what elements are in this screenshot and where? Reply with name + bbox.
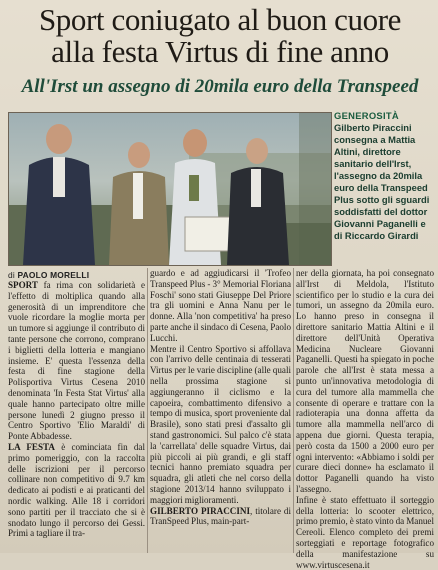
byline-author: PAOLO MORELLI [17, 270, 90, 280]
article-column-3 [296, 268, 434, 570]
article-column-1 [8, 280, 145, 552]
paragraph-text: fa rima con solidarietà e l'effetto di moltiplica quando alla generosità di un imprenditore che vuole ricordare la moglie morta per un tumore si aggiunge il contributo di tante persone che corrono, comprano i biglietti della lotteria e mangiano insieme. E' questa l'essenza della festa di fine stagione della Polisportiva Virtus Cesena 2010 denominata 'In Festa Stat Virtus' alla quale hanno partecipato oltre mille persone lunedì 2 giugno presso il Centro Sportivo 'Elio Maraldi' di Ponte Abbadesse. [8, 280, 145, 442]
headline-line-2: alla festa Virtus di fine anno [51, 34, 389, 69]
paragraph: ner della giornata, ha poi consegnato all'Irst di Meldola, l'Istituto scientifico per lo studio e la cura dei tumori, un assegno da 20mila euro. Lo hanno preso in consegna il direttore sanitario Mattia Altini e il direttore dell'Unità Operativa Medicina Nucleare Giovanni Paganelli. Questi ha spiegato in poche parole che all'Irst è stata messa a punto un'innovativa metodologia di cura del tumore alla mammella che consente di operare e trattare con la radioterapia una donna affetta da tumore alla mammella nell'arco di appena due giorni. Questa terapia, però costa da 1500 a 2000 euro per ogni intervento: «Abbiamo i soldi per curare dieci donne» ha esclamato il dottor Paganelli quando ha visto l'assegno. [296, 268, 434, 494]
paragraph: guardo e ad aggiudicarsi il 'Trofeo Transpeed Plus - 3° Memorial Floriana Foschi' sono stati Giuseppe Del Priore tra gli uomini e Anna Nanu per le donne. Alla 'non competitiva' ha preso parte anche il sindaco di Cesena, Paolo Lucchi. [150, 268, 291, 343]
paragraph-text: , titolare di TranSpeed Plus, main-part- [150, 505, 291, 527]
byline-prefix: di [8, 270, 15, 280]
byline [8, 270, 89, 280]
lead-word: LA FESTA [8, 441, 55, 452]
caption-tag: GENEROSITÀ [334, 110, 399, 121]
article-headline [6, 4, 434, 68]
lead-word: GILBERTO PIRACCINI [150, 505, 250, 516]
lead-word: SPORT [8, 280, 38, 290]
article-column-2 [150, 268, 291, 553]
paragraph [150, 506, 291, 528]
paragraph [8, 442, 145, 539]
paragraph: Infine è stato effettuato il sorteggio della lotteria: lo scooter elettrico, primo premio, è stato vinto da Manuel Cereoli. Elenco completo dei premi sorteggiati e reportage fotografico della manifestazione su www.virtuscesena.it [296, 494, 434, 570]
article-photo [8, 112, 332, 266]
column-divider [293, 268, 294, 553]
column-divider [147, 268, 148, 553]
paragraph [8, 280, 145, 442]
paragraph: Mentre il Centro Sportivo si affollava con l'arrivo delle centinaia di tesserati Virtus per le varie discipline (alle quali nella prossima stagione si aggiungeranno il ciclismo e la capoeira, combattimento difensivo a tempo di musica, sport proveniente dal Brasile), sono stati presi d'assalto gli stand gastronomici. Sul palco c'è stata la 'carrellata' delle squadre Virtus, dai più piccoli ai più grandi, e gli staff tecnici hanno premiato squadra per squadra, gli atleti che nel corso della stagione 2013/14 hanno sviluppato i maggiori miglioramenti. [150, 343, 291, 505]
headline-line-1: Sport coniugato al buon cuore [38, 2, 402, 37]
photo-caption [334, 110, 436, 242]
paragraph-text: è cominciata fin dal primo pomeriggio, con la raccolta delle iscrizioni per il percorso collinare non competitivo di 9.7 km dedicato ai podisti e ai praticanti del nordic walking. Alle 18 i corridori sono partiti per il tracciato che si è snodato lungo il percorso dei Gessi. Primi a tagliare il tra- [8, 441, 145, 539]
article-subheadline: All'Irst un assegno di 20mila euro della Transpeed [21, 76, 419, 97]
caption-text: Gilberto Piraccini consegna a Mattia Altini, direttore sanitario dell'Irst, l'assegno da 20mila euro della Transpeed Plus sotto gli sguardi soddisfatti del dottor Giovanni Paganelli e di Riccardo Girardi [334, 122, 430, 241]
